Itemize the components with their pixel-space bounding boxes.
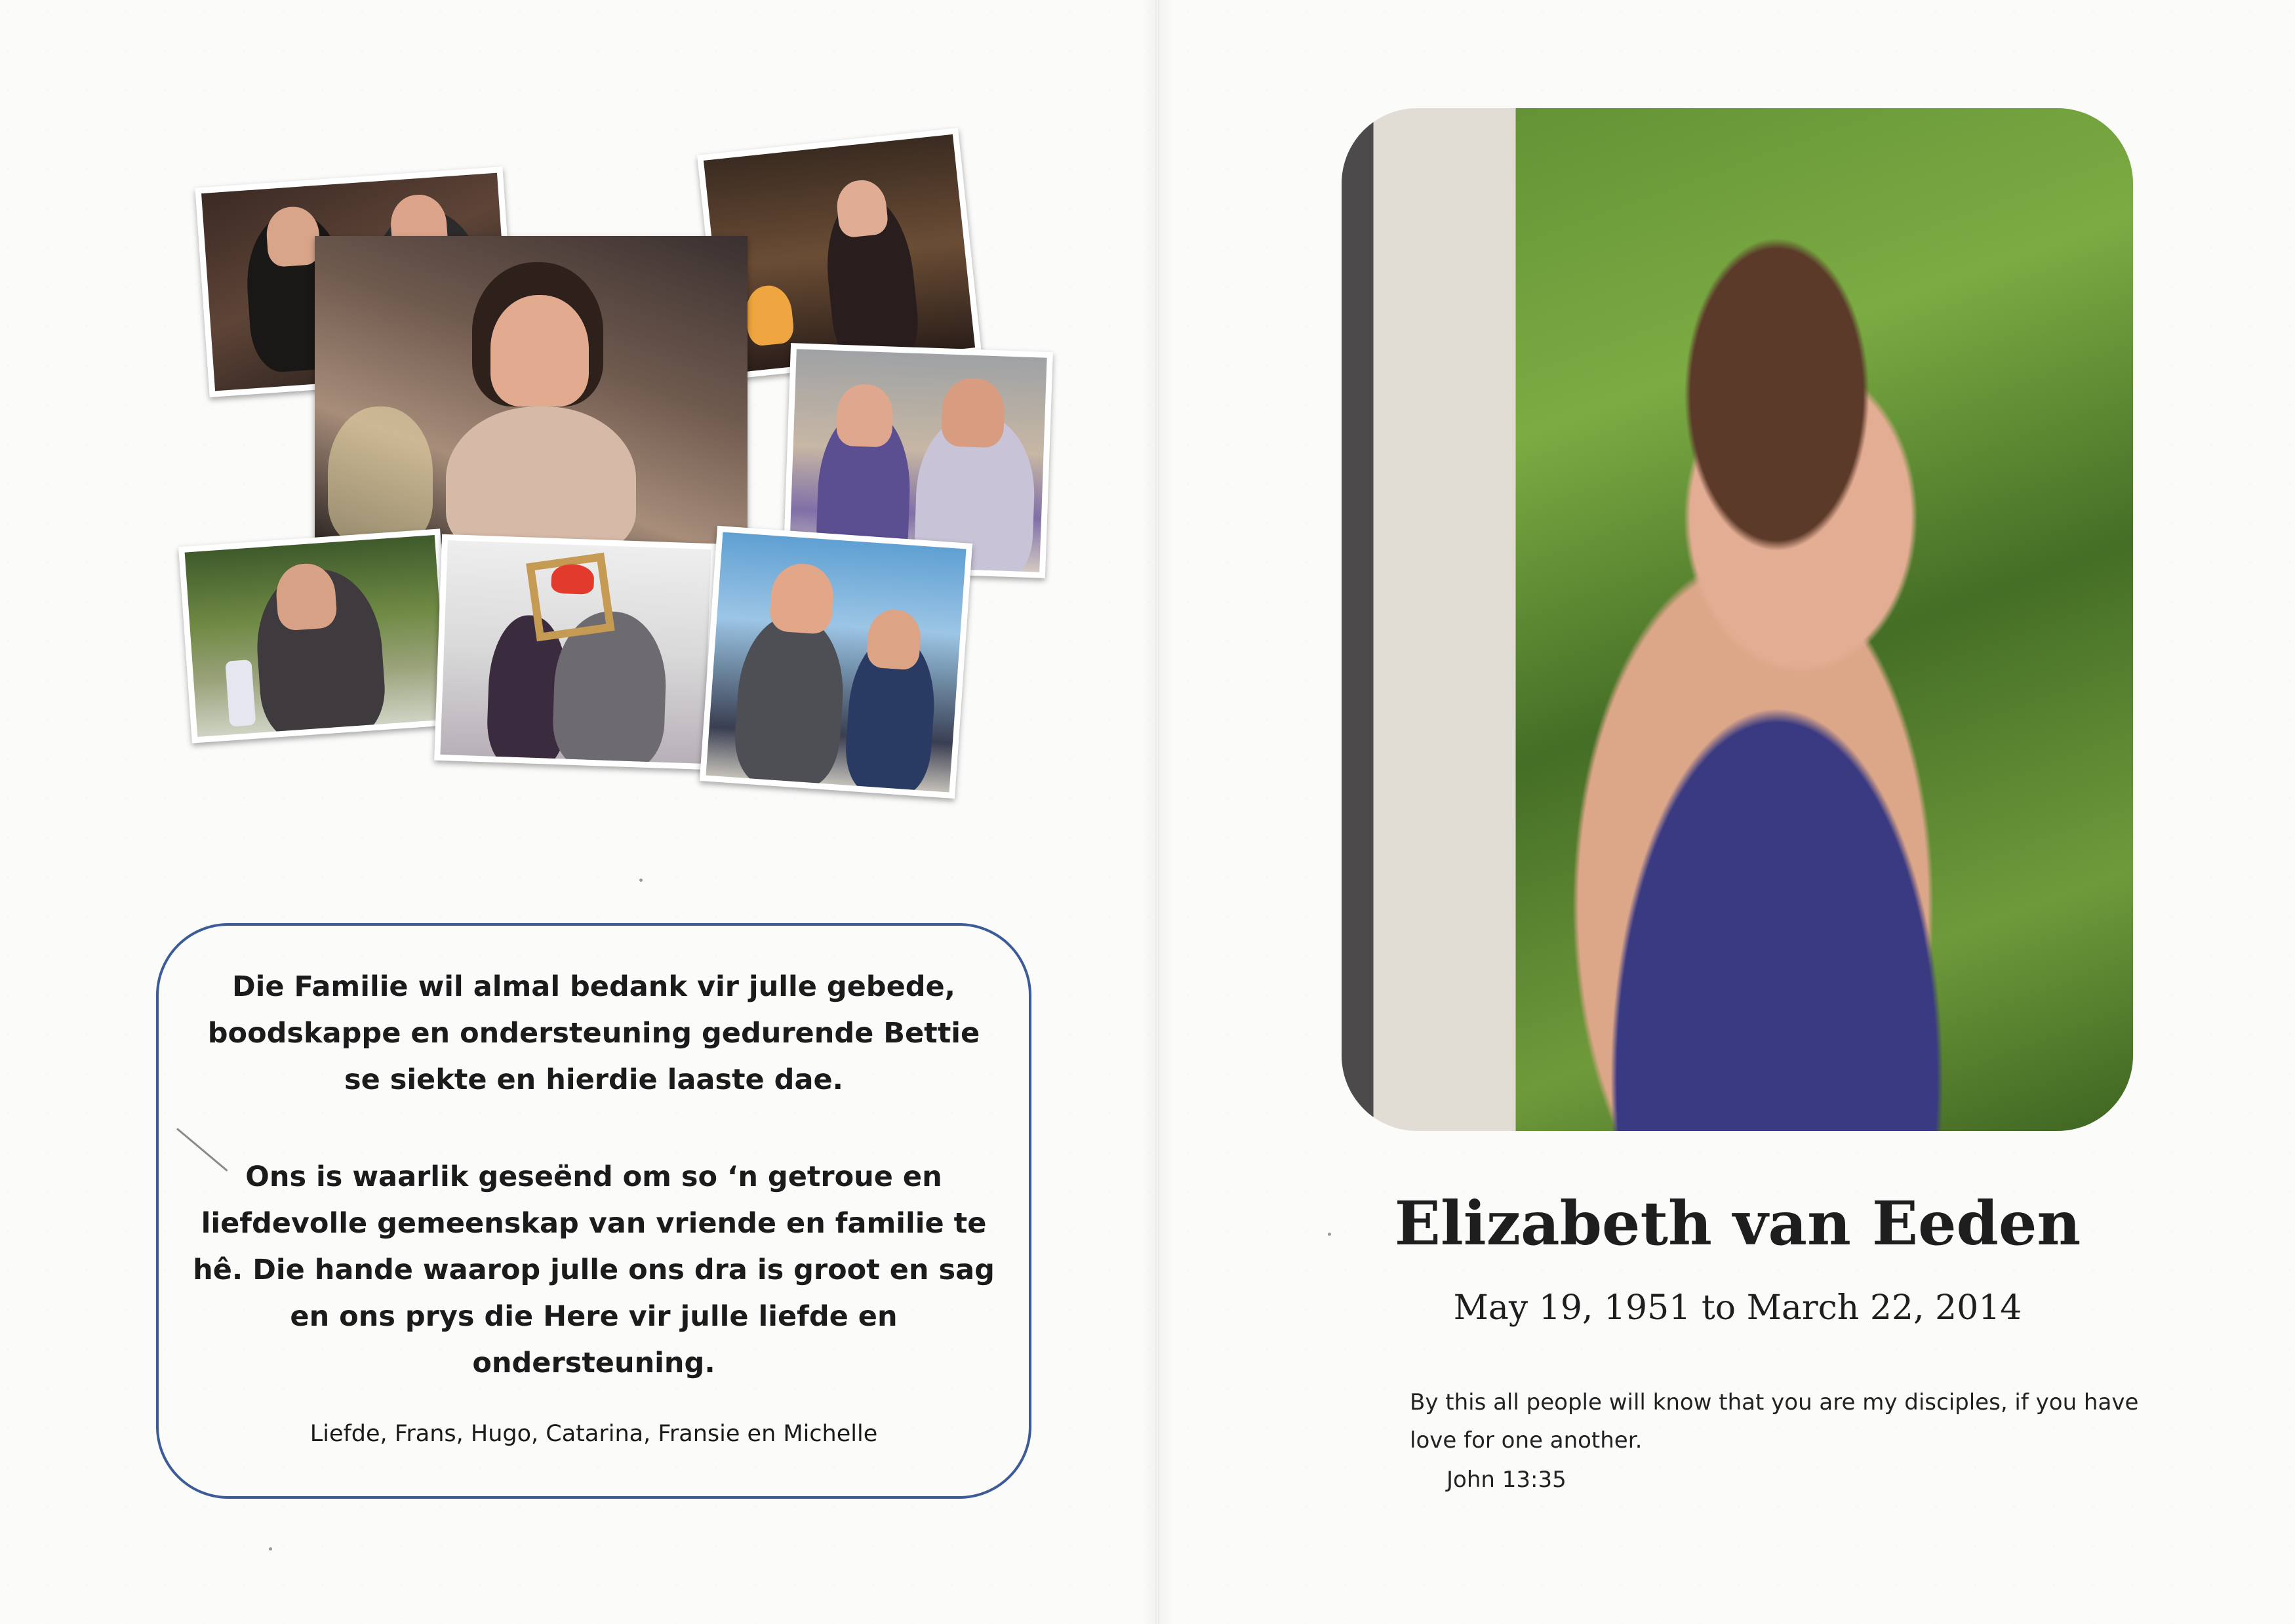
collage-photo-costume-frame [434,534,717,770]
thank-you-message-box [156,923,1031,1499]
collage-photo-couple-beach [700,526,972,799]
card-fold-line [1155,0,1159,1624]
gratitude-paragraph: Ons is waarlik geseënd om so ‘n getroue en liefdevolle gemeenskap van vriende en familie te hê. Die hande waarop julle ons dra is groot en sag en ons prys die Here vir julle liefde en ondersteuning. [193,1160,995,1379]
paper-speck [1328,1233,1331,1236]
collage-photo-portrait-dinner [315,236,748,544]
scripture-reference: John 13:35 [1447,1467,1567,1493]
paper-speck [269,1547,272,1551]
memorial-portrait-photo [1342,108,2133,1131]
thank-you-paragraph: Die Familie wil almal bedank vir julle gebede, boodskappe en ondersteuning gedurende Bettie se siekte en hierdie laaste dae. [207,970,980,1096]
family-signature: Liefde, Frans, Hugo, Catarina, Fransie en Michelle [309,1421,878,1447]
paper-speck [639,879,643,882]
deceased-name: Elizabeth van Eeden [1394,1188,2081,1259]
scripture-verse: By this all people will know that you are my disciples, if you have love for one another. [1410,1389,2139,1454]
life-dates: May 19, 1951 to March 22, 2014 [1453,1288,2022,1328]
collage-photo-garden [178,528,454,743]
